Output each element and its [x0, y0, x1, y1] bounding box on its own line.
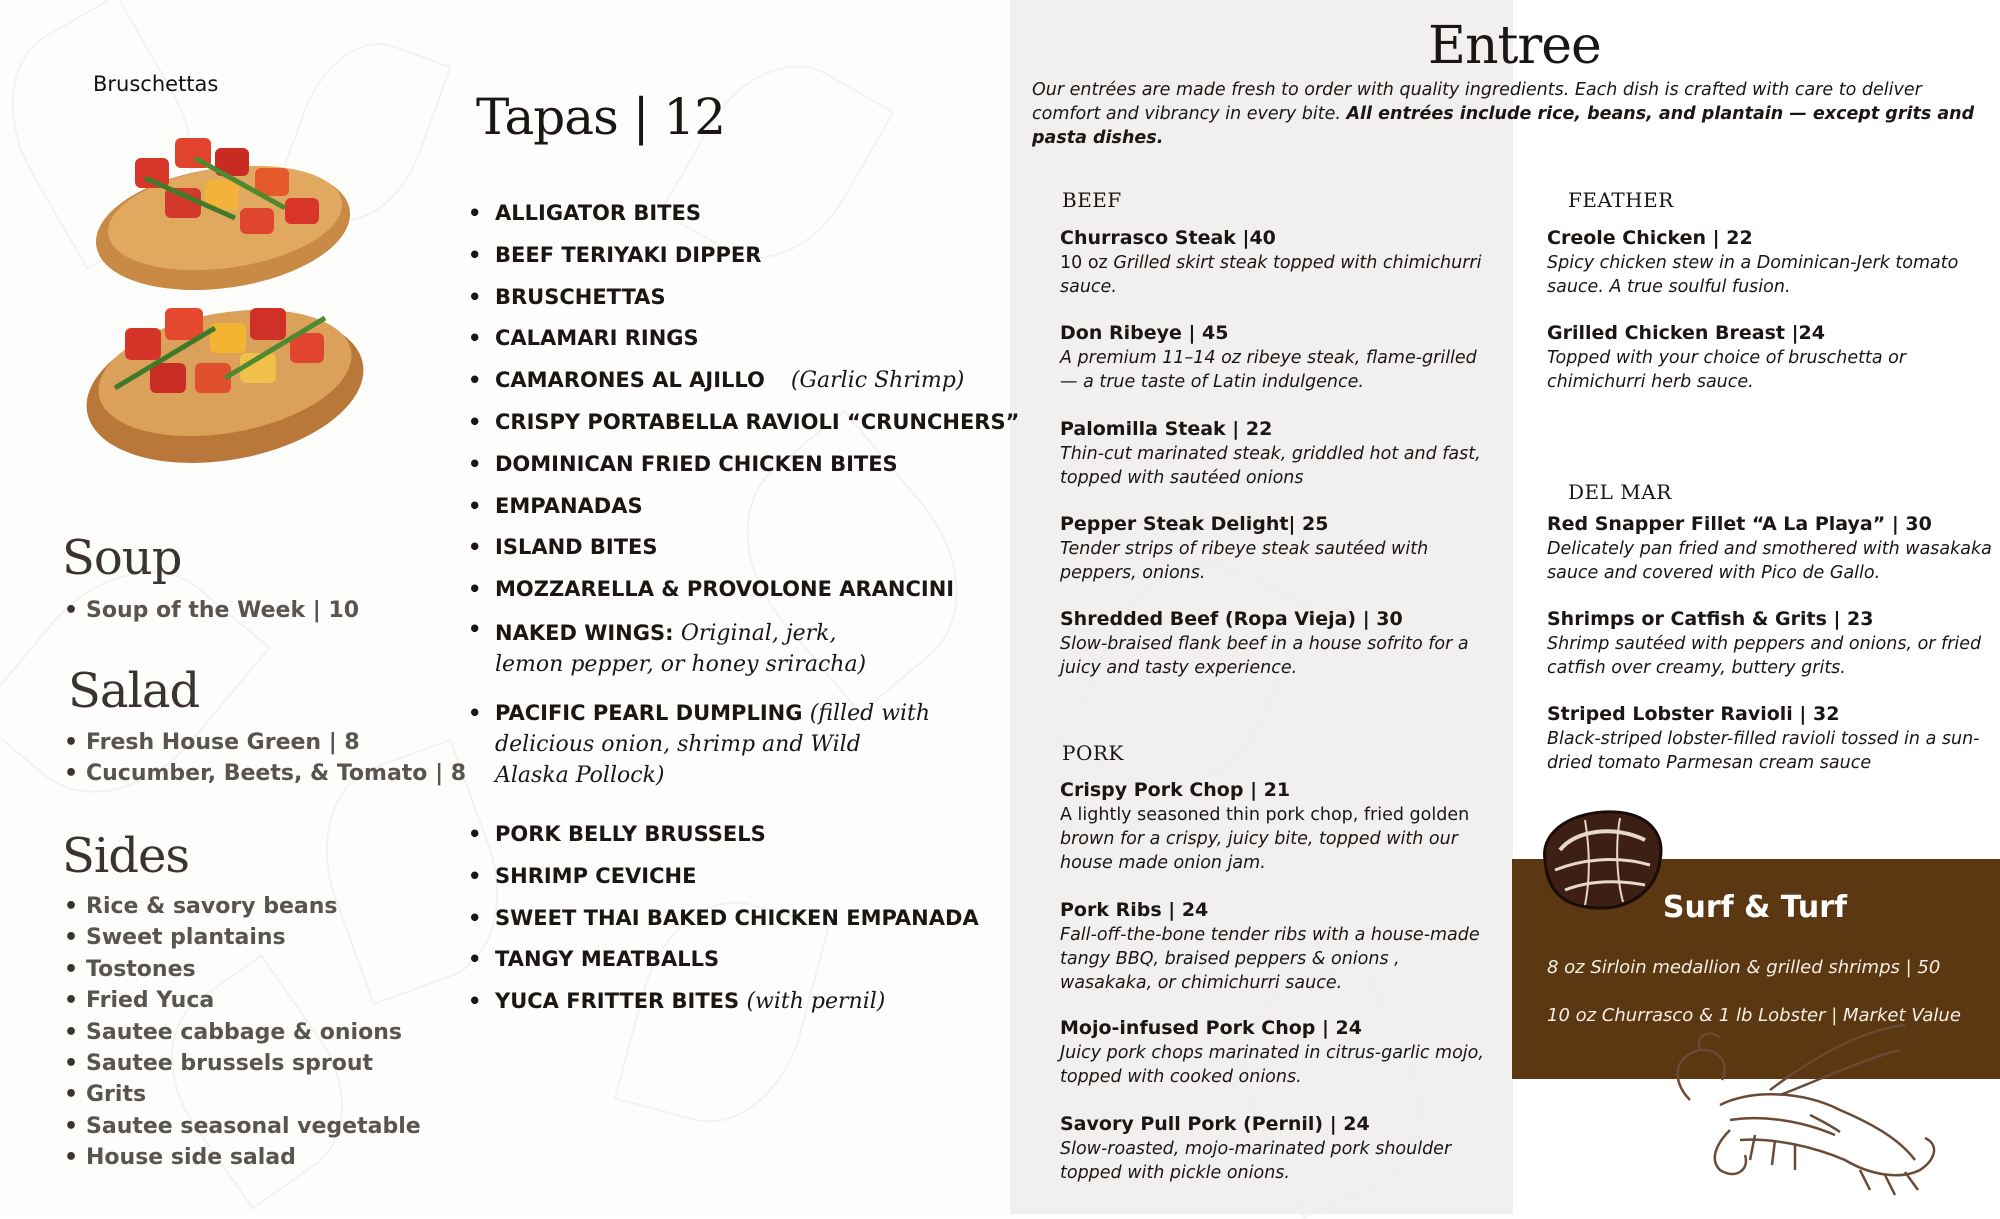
sides-item: • Sautee brussels sprout: [60, 1048, 421, 1079]
menu-item: [1060, 1016, 1490, 1089]
sides-item: • Rice & savory beans: [60, 891, 421, 922]
tapas-item-name: MOZZARELLA & PROVOLONE ARANCINI: [495, 577, 955, 602]
del-mar-heading: DEL MAR: [1568, 480, 1672, 504]
tapas-item: [468, 530, 1008, 572]
tapas-item: [468, 817, 1008, 859]
tapas-item: [468, 984, 1008, 1026]
menu-item: [1547, 321, 1987, 394]
tapas-item-name: YUCA FRITTER BITES: [495, 989, 740, 1014]
menu-item: [1060, 607, 1490, 680]
tapas-item-name: CALAMARI RINGS: [495, 326, 699, 351]
menu-item: [1547, 226, 1987, 299]
tapas-item-name: BRUSCHETTAS: [495, 284, 666, 309]
tapas-item-name: ALLIGATOR BITES: [495, 201, 701, 225]
tapas-item-name: NAKED WINGS:: [495, 620, 674, 645]
item-name: Churrasco Steak |40: [1060, 227, 1276, 249]
sides-item: • Sweet plantains: [60, 922, 421, 953]
item-desc: Topped with your choice of bruschetta or chimichurri herb sauce.: [1547, 348, 1907, 392]
item-desc: Black-striped lobster-filled ravioli tossed in a sun-dried tomato Parmesan cream sauce: [1547, 729, 1980, 773]
soup-list: [60, 595, 359, 626]
tapas-item-note: (Garlic Shrimp): [790, 368, 965, 394]
surf-turf-line: 8 oz Sirloin medallion & grilled shrimps | 50: [1547, 957, 1941, 978]
item-name: Crispy Pork Chop | 21: [1060, 779, 1291, 801]
item-desc-plain: A lightly seasoned thin pork chop, fried golden: [1060, 805, 1470, 825]
item-name: Grilled Chicken Breast |24: [1547, 322, 1825, 344]
sides-item: • Tostones: [60, 954, 421, 985]
tapas-list: [468, 196, 1020, 1026]
tapas-item-name: TANGY MEATBALLS: [495, 947, 720, 972]
surf-turf-title: Surf & Turf: [1662, 890, 1848, 925]
entree-intro: [1032, 78, 1982, 150]
item-desc: Slow-roasted, mojo-marinated pork shoulder topped with pickle onions.: [1060, 1139, 1452, 1183]
item-desc: Spicy chicken stew in a Dominican-Jerk tomato sauce. A true soulful fusion.: [1547, 253, 1959, 297]
lobster-illustration: [1660, 1020, 1950, 1200]
item-desc: Shrimp sautéed with peppers and onions, or fried catfish over creamy, buttery grits.: [1547, 634, 1982, 678]
menu-item: [1060, 1112, 1490, 1185]
item-desc: brown for a crispy, juicy bite, topped with our house made onion jam.: [1060, 829, 1458, 873]
tapas-item-note: (filled with delicious onion, shrimp and Wild Alaska Pollock): [495, 700, 931, 788]
item-desc: Tender strips of ribeye steak sautéed with peppers, onions.: [1060, 539, 1429, 583]
sides-list: [60, 891, 421, 1174]
menu-item: [1060, 321, 1490, 394]
tapas-item-name: SWEET THAI BAKED CHICKEN EMPANADA: [495, 905, 979, 930]
surf-turf-line: 10 oz Churrasco & 1 lb Lobster | Market Value: [1547, 1005, 1961, 1026]
feather-heading: FEATHER: [1568, 188, 1674, 212]
menu-item: [1060, 512, 1490, 585]
tapas-item-note: (with pernil): [746, 989, 886, 1015]
sides-item: • Fried Yuca: [60, 985, 421, 1016]
tapas-item: [468, 321, 1008, 363]
tapas-item: [468, 363, 1008, 405]
soup-item: • Soup of the Week | 10: [60, 595, 359, 626]
sides-title: Sides: [62, 828, 189, 884]
feature-label: Bruschettas: [93, 72, 219, 96]
tapas-title: Tapas | 12: [476, 88, 726, 146]
entree-intro-bold: All entrées include rice, beans, and plantain — except grits and pasta dishes.: [1032, 104, 1975, 148]
tapas-item: [468, 447, 1008, 489]
item-desc: Slow-braised flank beef in a house sofrito for a juicy and tasty experience.: [1060, 634, 1469, 678]
tapas-item-name: PORK BELLY BRUSSELS: [495, 821, 766, 846]
tapas-item: [468, 859, 1008, 901]
tapas-item: [468, 942, 1008, 984]
entree-intro-text: Our entrées are made fresh to order with quality ingredients. Each dish is crafted with care to deliver comfort and vibrancy in every bite.: [1032, 80, 1922, 124]
item-desc: A premium 11–14 oz ribeye steak, flame-grilled — a true taste of Latin indulgence.: [1060, 348, 1477, 392]
salad-item: • Fresh House Green | 8: [60, 727, 466, 758]
menu-item: [1060, 898, 1490, 995]
salad-title: Salad: [68, 663, 200, 719]
sides-item: • Sautee seasonal vegetable: [60, 1111, 421, 1142]
tapas-item: [468, 698, 935, 817]
tapas-item-name: EMPANADAS: [495, 493, 643, 518]
tapas-item: [468, 280, 1008, 322]
item-name: Red Snapper Fillet “A La Playa” | 30: [1547, 513, 1932, 535]
item-desc: Delicately pan fried and smothered with wasakaka sauce and covered with Pico de Gallo.: [1547, 539, 1992, 583]
item-name: Don Ribeye | 45: [1060, 322, 1229, 344]
tapas-item-name: CAMARONES AL AJILLO: [495, 368, 765, 393]
item-desc: Fall-off-the-bone tender ribs with a house-made tangy BBQ, braised peppers & onions , wasakaka, or chimichurri sauce.: [1060, 925, 1480, 993]
menu-item: [1547, 702, 1987, 775]
tapas-item: [468, 405, 1020, 447]
item-name: Striped Lobster Ravioli | 32: [1547, 703, 1840, 725]
menu-item: [1060, 226, 1490, 299]
beef-heading: BEEF: [1062, 188, 1122, 212]
salad-item: • Cucumber, Beets, & Tomato | 8: [60, 758, 466, 789]
tapas-item: [468, 196, 1008, 238]
tapas-item-name: DOMINICAN FRIED CHICKEN BITES: [495, 451, 898, 476]
item-name: Mojo-infused Pork Chop | 24: [1060, 1017, 1362, 1039]
item-name: Shredded Beef (Ropa Vieja) | 30: [1060, 608, 1403, 630]
item-name: Shrimps or Catfish & Grits | 23: [1547, 608, 1874, 630]
item-desc: Thin-cut marinated steak, griddled hot and fast, topped with sautéed onions: [1060, 444, 1481, 488]
item-name: Creole Chicken | 22: [1547, 227, 1753, 249]
tapas-item-note: Original, jerk, lemon pepper, or honey sriracha): [495, 620, 867, 677]
sides-item: • Grits: [60, 1079, 421, 1110]
item-name: Pepper Steak Delight| 25: [1060, 513, 1329, 535]
item-desc: Juicy pork chops marinated in citrus-garlic mojo, topped with cooked onions.: [1060, 1043, 1484, 1087]
menu-item: [1060, 417, 1490, 490]
item-desc: Grilled skirt steak topped with chimichurri sauce.: [1060, 253, 1482, 297]
tapas-item-name: ISLAND BITES: [495, 535, 658, 560]
item-name: Pork Ribs | 24: [1060, 899, 1209, 921]
soup-title: Soup: [62, 530, 182, 586]
tapas-item: [468, 238, 1008, 280]
entree-title: Entree: [1428, 16, 1601, 76]
tapas-item: [468, 614, 895, 698]
sides-item: • Sautee cabbage & onions: [60, 1017, 421, 1048]
menu-item: [1060, 778, 1490, 875]
tapas-item-name: BEEF TERIYAKI DIPPER: [495, 242, 762, 267]
bruschetta-photo: [75, 118, 375, 473]
item-name: Palomilla Steak | 22: [1060, 418, 1273, 440]
salad-list: [60, 727, 466, 790]
tapas-item: [468, 901, 1008, 943]
menu-item: [1547, 512, 1992, 585]
item-name: Savory Pull Pork (Pernil) | 24: [1060, 1113, 1370, 1135]
tapas-item: [468, 489, 1008, 531]
tapas-item-name: SHRIMP CEVICHE: [495, 863, 697, 888]
tapas-item-name: PACIFIC PEARL DUMPLING: [495, 700, 803, 725]
pork-heading: PORK: [1062, 741, 1124, 765]
tapas-item: [468, 572, 1008, 614]
tapas-item-name: CRISPY PORTABELLA RAVIOLI “CRUNCHERS”: [495, 409, 1020, 434]
item-desc-plain: 10 oz: [1060, 253, 1108, 273]
menu-item: [1547, 607, 1987, 680]
sides-item: • House side salad: [60, 1142, 421, 1173]
